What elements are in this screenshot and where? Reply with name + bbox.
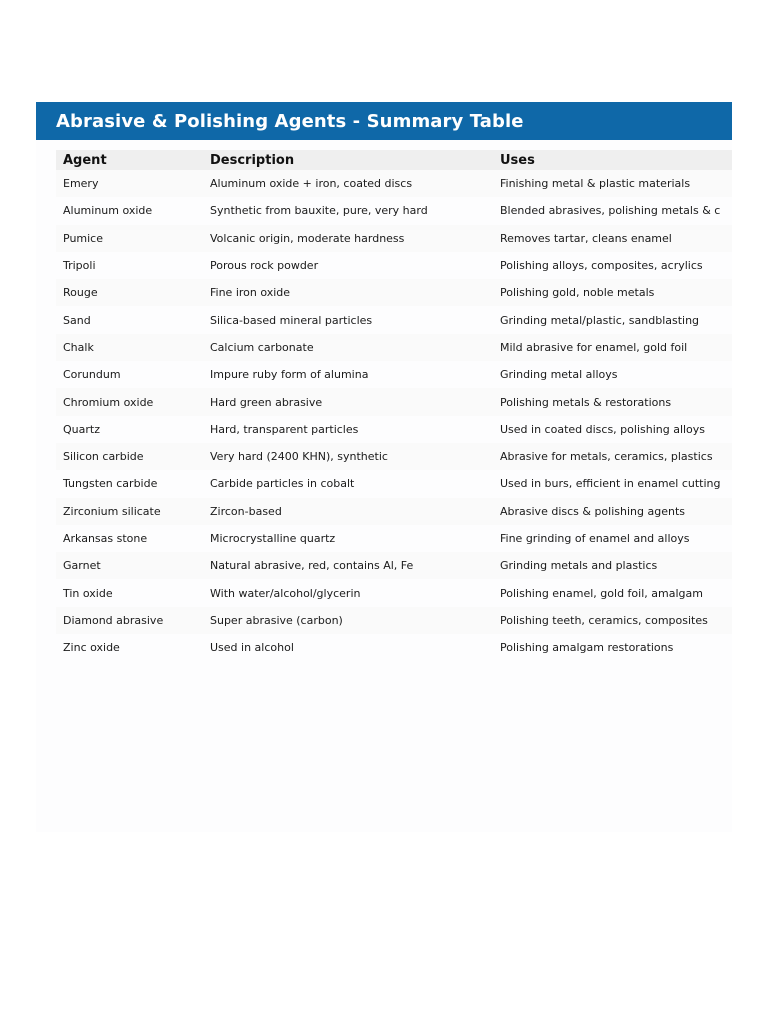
page-title: Abrasive & Polishing Agents - Summary Table: [56, 110, 524, 132]
cell-uses: Grinding metal alloys: [493, 361, 732, 388]
cell-agent: Zinc oxide: [56, 634, 203, 661]
cell-agent: Tripoli: [56, 252, 203, 279]
cell-description: Used in alcohol: [203, 634, 493, 661]
cell-uses: Polishing amalgam restorations: [493, 634, 732, 661]
cell-uses: Removes tartar, cleans enamel: [493, 225, 732, 252]
cell-description: Very hard (2400 KHN), synthetic: [203, 443, 493, 470]
table-row: [56, 498, 732, 525]
cell-uses: Blended abrasives, polishing metals & c: [493, 197, 732, 224]
cell-uses: Polishing alloys, composites, acrylics: [493, 252, 732, 279]
cell-description: Aluminum oxide + iron, coated discs: [203, 170, 493, 197]
table-row: [56, 525, 732, 552]
cell-description: Zircon-based: [203, 498, 493, 525]
cell-description: Natural abrasive, red, contains Al, Fe: [203, 552, 493, 579]
cell-description: Silica-based mineral particles: [203, 306, 493, 333]
cell-description: Fine iron oxide: [203, 279, 493, 306]
cell-agent: Chalk: [56, 334, 203, 361]
title-bar: [36, 102, 732, 140]
cell-agent: Diamond abrasive: [56, 607, 203, 634]
table-row: [56, 361, 732, 388]
cell-description: Microcrystalline quartz: [203, 525, 493, 552]
column-header-uses: Uses: [493, 150, 732, 170]
cell-uses: Used in burs, efficient in enamel cutting: [493, 470, 732, 497]
cell-uses: Polishing gold, noble metals: [493, 279, 732, 306]
cell-description: Carbide particles in cobalt: [203, 470, 493, 497]
cell-uses: Abrasive discs & polishing agents: [493, 498, 732, 525]
cell-agent: Silicon carbide: [56, 443, 203, 470]
cell-agent: Pumice: [56, 225, 203, 252]
table-row: [56, 552, 732, 579]
table-row: [56, 443, 732, 470]
table-row: [56, 634, 732, 661]
cell-uses: Abrasive for metals, ceramics, plastics: [493, 443, 732, 470]
cell-description: Volcanic origin, moderate hardness: [203, 225, 493, 252]
table-row: [56, 470, 732, 497]
table-row: [56, 416, 732, 443]
table-row: [56, 579, 732, 606]
cell-uses: Mild abrasive for enamel, gold foil: [493, 334, 732, 361]
cell-uses: Grinding metal/plastic, sandblasting: [493, 306, 732, 333]
table-header-row: [56, 150, 732, 170]
cell-agent: Chromium oxide: [56, 388, 203, 415]
table-row: [56, 607, 732, 634]
cell-description: With water/alcohol/glycerin: [203, 579, 493, 606]
cell-agent: Tin oxide: [56, 579, 203, 606]
cell-agent: Corundum: [56, 361, 203, 388]
table-row: [56, 306, 732, 333]
summary-card: [36, 102, 732, 832]
summary-table: [56, 150, 732, 661]
cell-agent: Rouge: [56, 279, 203, 306]
table-row: [56, 334, 732, 361]
cell-description: Impure ruby form of alumina: [203, 361, 493, 388]
cell-description: Hard, transparent particles: [203, 416, 493, 443]
table-row: [56, 225, 732, 252]
cell-description: Hard green abrasive: [203, 388, 493, 415]
cell-agent: Arkansas stone: [56, 525, 203, 552]
table-body: [56, 170, 732, 661]
cell-uses: Finishing metal & plastic materials: [493, 170, 732, 197]
column-header-description: Description: [203, 150, 493, 170]
cell-agent: Zirconium silicate: [56, 498, 203, 525]
cell-description: Synthetic from bauxite, pure, very hard: [203, 197, 493, 224]
cell-description: Super abrasive (carbon): [203, 607, 493, 634]
column-header-agent: Agent: [56, 150, 203, 170]
table-row: [56, 170, 732, 197]
table-row: [56, 279, 732, 306]
cell-agent: Garnet: [56, 552, 203, 579]
cell-uses: Used in coated discs, polishing alloys: [493, 416, 732, 443]
table-row: [56, 197, 732, 224]
cell-uses: Fine grinding of enamel and alloys: [493, 525, 732, 552]
cell-uses: Polishing enamel, gold foil, amalgam: [493, 579, 732, 606]
cell-uses: Polishing metals & restorations: [493, 388, 732, 415]
cell-agent: Emery: [56, 170, 203, 197]
cell-description: Porous rock powder: [203, 252, 493, 279]
cell-description: Calcium carbonate: [203, 334, 493, 361]
cell-agent: Sand: [56, 306, 203, 333]
cell-agent: Tungsten carbide: [56, 470, 203, 497]
cell-uses: Polishing teeth, ceramics, composites: [493, 607, 732, 634]
cell-agent: Aluminum oxide: [56, 197, 203, 224]
cell-agent: Quartz: [56, 416, 203, 443]
table-row: [56, 252, 732, 279]
table-row: [56, 388, 732, 415]
cell-uses: Grinding metals and plastics: [493, 552, 732, 579]
